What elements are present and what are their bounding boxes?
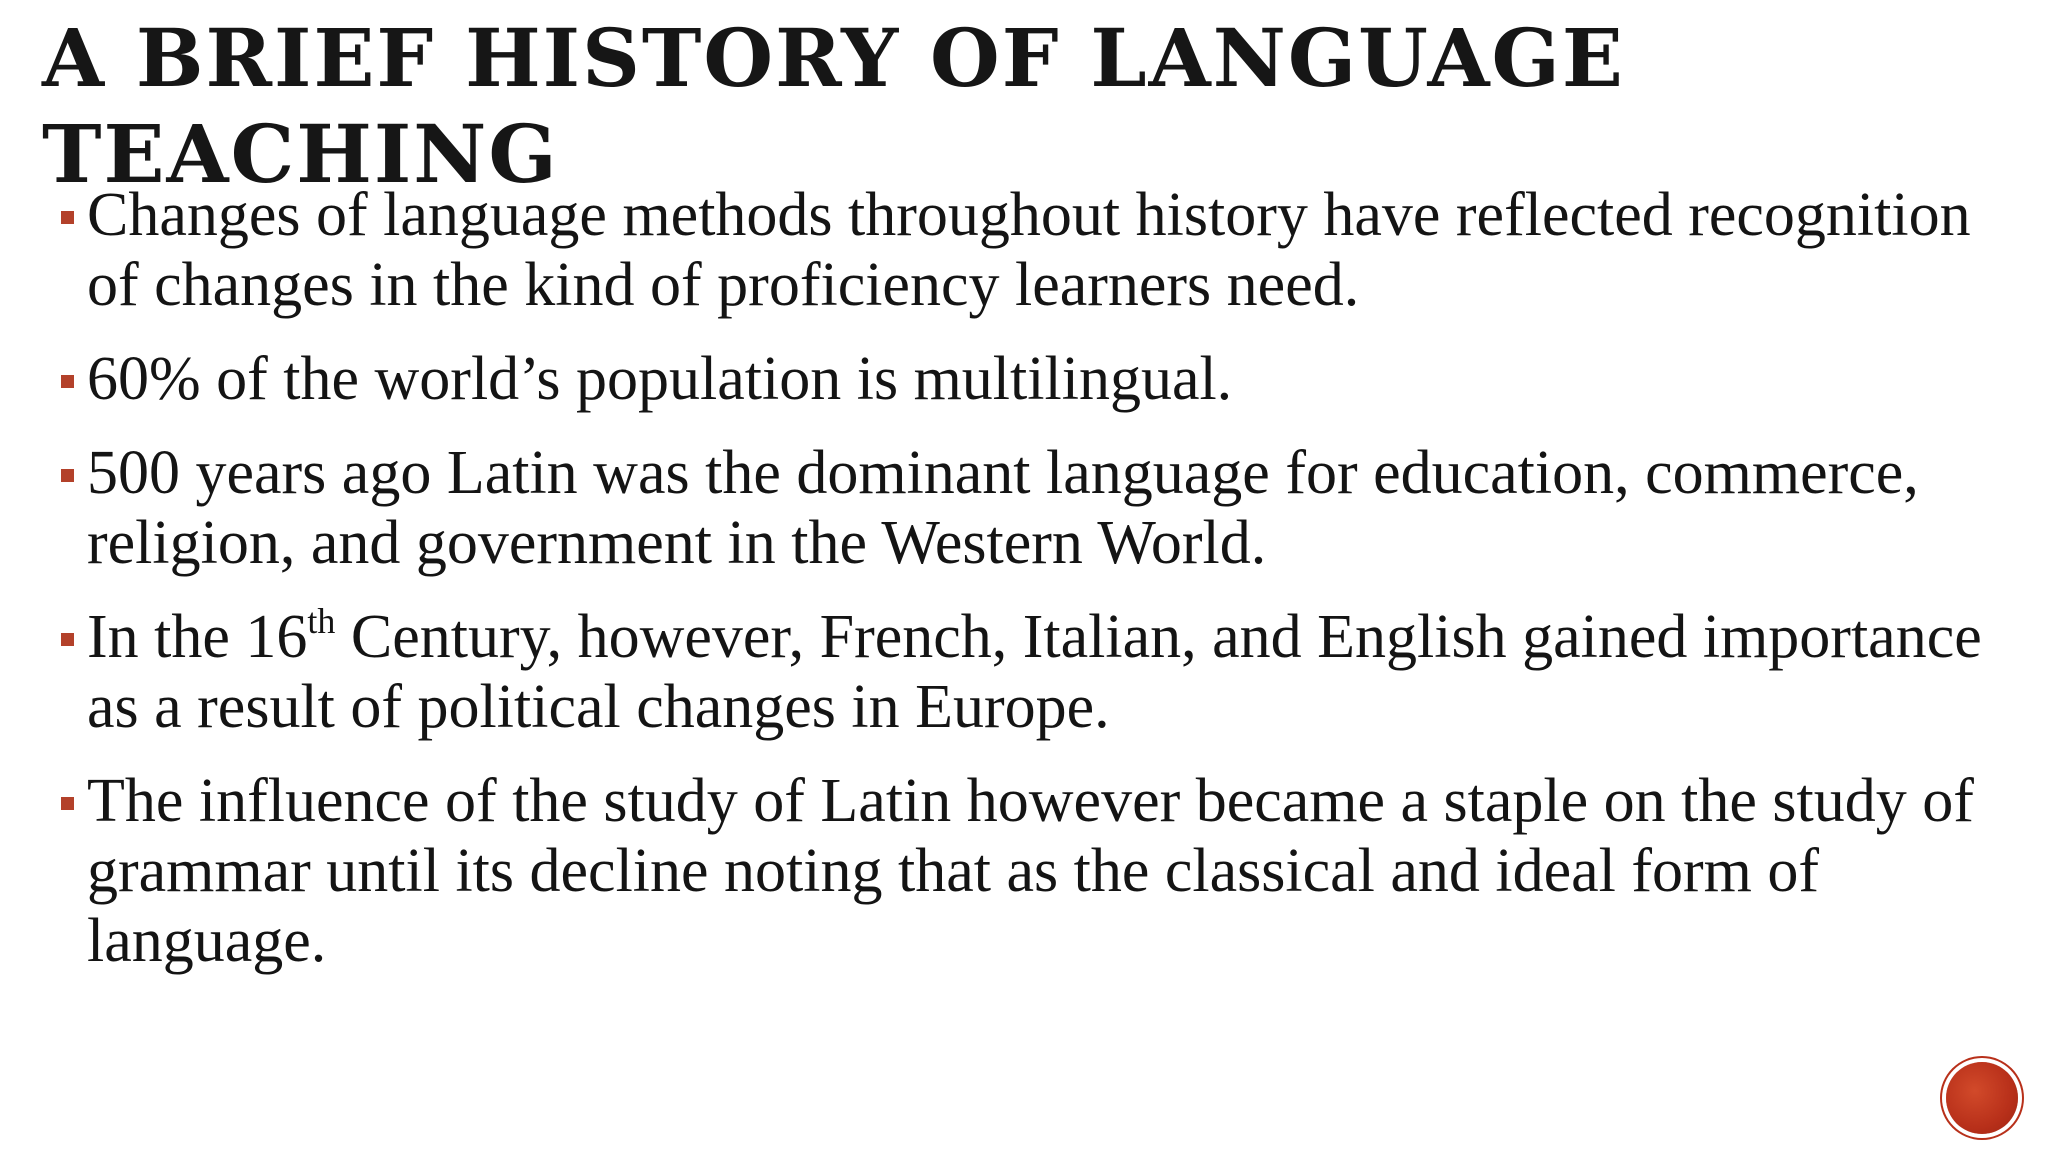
bullet-text: 60% of the world’s population is multilingual. — [87, 345, 1233, 413]
bullet-list — [56, 180, 2016, 1000]
square-bullet-icon — [61, 797, 74, 810]
square-bullet-icon — [61, 633, 74, 646]
slide-title: A BRIEF HISTORY OF LANGUAGE TEACHING — [42, 11, 1625, 201]
bullet-text — [87, 603, 1982, 741]
bullet-text-after: Century, however, French, Italian, and English gained importance as a result of political changes in Europe. — [87, 603, 1982, 741]
bullet-item — [56, 344, 2016, 414]
bullet-text-before: In the 16 — [87, 603, 308, 671]
square-bullet-icon — [61, 375, 74, 388]
bullet-item — [56, 180, 2016, 320]
bullet-text: Changes of language methods throughout history have reflected recognition of changes in the kind of proficiency learners need. — [87, 181, 1971, 319]
bullet-item — [56, 602, 2016, 742]
slide-nav-icon[interactable] — [1946, 1062, 2018, 1134]
square-bullet-icon — [61, 469, 74, 482]
bullet-text: The influence of the study of Latin however became a staple on the study of grammar until its decline noting that as the classical and ideal form of language. — [87, 767, 1974, 975]
ordinal-superscript: th — [307, 601, 336, 641]
bullet-item — [56, 766, 2016, 976]
bullet-item — [56, 438, 2016, 578]
bullet-text: 500 years ago Latin was the dominant language for education, commerce, religion, and government in the Western World. — [87, 439, 1919, 577]
square-bullet-icon — [61, 211, 74, 224]
